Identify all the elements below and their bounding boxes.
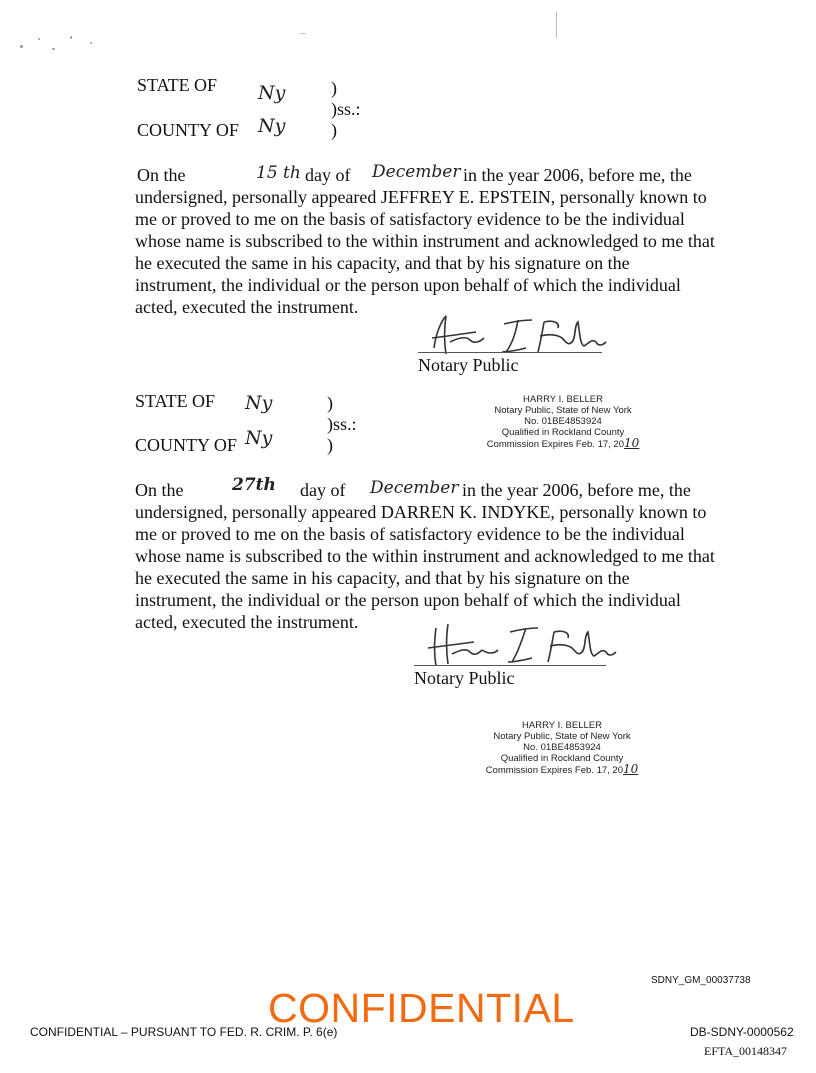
bates-number-sdny: SDNY_GM_00037738 bbox=[651, 975, 751, 986]
county-label: COUNTY OF bbox=[137, 120, 239, 140]
county-handwritten: Ny bbox=[245, 427, 273, 449]
confidential-watermark: CONFIDENTIAL bbox=[268, 985, 575, 1031]
stamp-title: Notary Public, State of New York bbox=[493, 731, 631, 742]
stamp-expiry-handwritten: 10 bbox=[623, 762, 639, 776]
ss-marker: )ss.: bbox=[331, 99, 361, 119]
paren: ) bbox=[331, 78, 337, 98]
stamp-name: HARRY I. BELLER bbox=[522, 720, 602, 731]
scan-artifact bbox=[90, 42, 92, 44]
year-text: in the year 2006, before me, the bbox=[462, 480, 691, 500]
stamp-expiry-prefix: Commission Expires Feb. 17, 20 bbox=[485, 765, 623, 776]
scan-artifact bbox=[52, 48, 55, 50]
county-label: COUNTY OF bbox=[135, 435, 237, 455]
stamp-county: Qualified in Rockland County bbox=[500, 753, 624, 764]
paren: ) bbox=[327, 435, 333, 455]
on-the-label: On the bbox=[135, 480, 184, 500]
year-text: in the year 2006, before me, the bbox=[463, 165, 692, 185]
state-label: STATE OF bbox=[137, 75, 218, 95]
notary-public-label: Notary Public bbox=[418, 355, 519, 375]
scan-artifact bbox=[300, 33, 306, 34]
notary-stamp-2 bbox=[455, 720, 669, 776]
stamp-title: Notary Public, State of New York bbox=[494, 405, 632, 416]
state-handwritten: Ny bbox=[258, 82, 286, 104]
notary-stamp-1 bbox=[457, 394, 669, 450]
state-handwritten: Ny bbox=[245, 392, 273, 414]
stamp-county: Qualified in Rockland County bbox=[501, 427, 625, 438]
ss-marker: )ss.: bbox=[327, 414, 357, 434]
acknowledgment-body: undersigned, personally appeared DARREN K. INDYKE, personally known to me or proved to me on the basis of satisfactory evidence to be the individual whose name is subscribed to the within instrument and acknowledged to me that he executed the same in his capacity, and that by his signature on the instrument, the individual or the person upon behalf of which the individual acted, executed the instrument. bbox=[135, 502, 715, 632]
scan-artifact bbox=[38, 38, 40, 40]
scan-artifact bbox=[556, 12, 557, 38]
state-label: STATE OF bbox=[135, 391, 216, 411]
day-of-label: day of bbox=[305, 165, 351, 185]
confidential-notice: CONFIDENTIAL – PURSUANT TO FED. R. CRIM. P. 6(e) bbox=[30, 1025, 338, 1039]
day-handwritten: 15 th bbox=[256, 163, 301, 183]
stamp-expiry bbox=[457, 438, 669, 450]
stamp-expiry-handwritten: 10 bbox=[624, 436, 640, 450]
efta-number: EFTA_00148347 bbox=[704, 1044, 788, 1058]
county-handwritten: Ny bbox=[258, 115, 286, 137]
month-handwritten: December bbox=[372, 162, 461, 182]
stamp-expiry bbox=[455, 764, 669, 776]
signature-line bbox=[414, 665, 606, 666]
month-handwritten: December bbox=[370, 478, 459, 498]
acknowledgment-body: undersigned, personally appeared JEFFREY E. EPSTEIN, personally known to me or proved to me on the basis of satisfactory evidence to be the individual whose name is subscribed to the within instrument and acknowledged to me that he executed the same in his capacity, and that by his signature on the instrument, the individual or the person upon behalf of which the individual acted, executed the instrument. bbox=[135, 187, 715, 317]
notary-public-label: Notary Public bbox=[414, 668, 515, 688]
paren: ) bbox=[327, 393, 333, 413]
day-handwritten: 27th bbox=[232, 475, 276, 495]
on-the-label: On the bbox=[137, 165, 186, 185]
stamp-number: No. 01BE4853924 bbox=[523, 742, 601, 753]
stamp-name: HARRY I. BELLER bbox=[523, 394, 603, 405]
db-bates-number: DB-SDNY-0000562 bbox=[690, 1025, 794, 1039]
scan-artifact bbox=[70, 36, 72, 39]
day-of-label: day of bbox=[300, 480, 346, 500]
stamp-number: No. 01BE4853924 bbox=[524, 416, 602, 427]
stamp-expiry-prefix: Commission Expires Feb. 17, 20 bbox=[486, 439, 624, 450]
signature-line bbox=[418, 352, 602, 353]
scan-artifact bbox=[20, 45, 23, 48]
paren: ) bbox=[331, 120, 337, 140]
